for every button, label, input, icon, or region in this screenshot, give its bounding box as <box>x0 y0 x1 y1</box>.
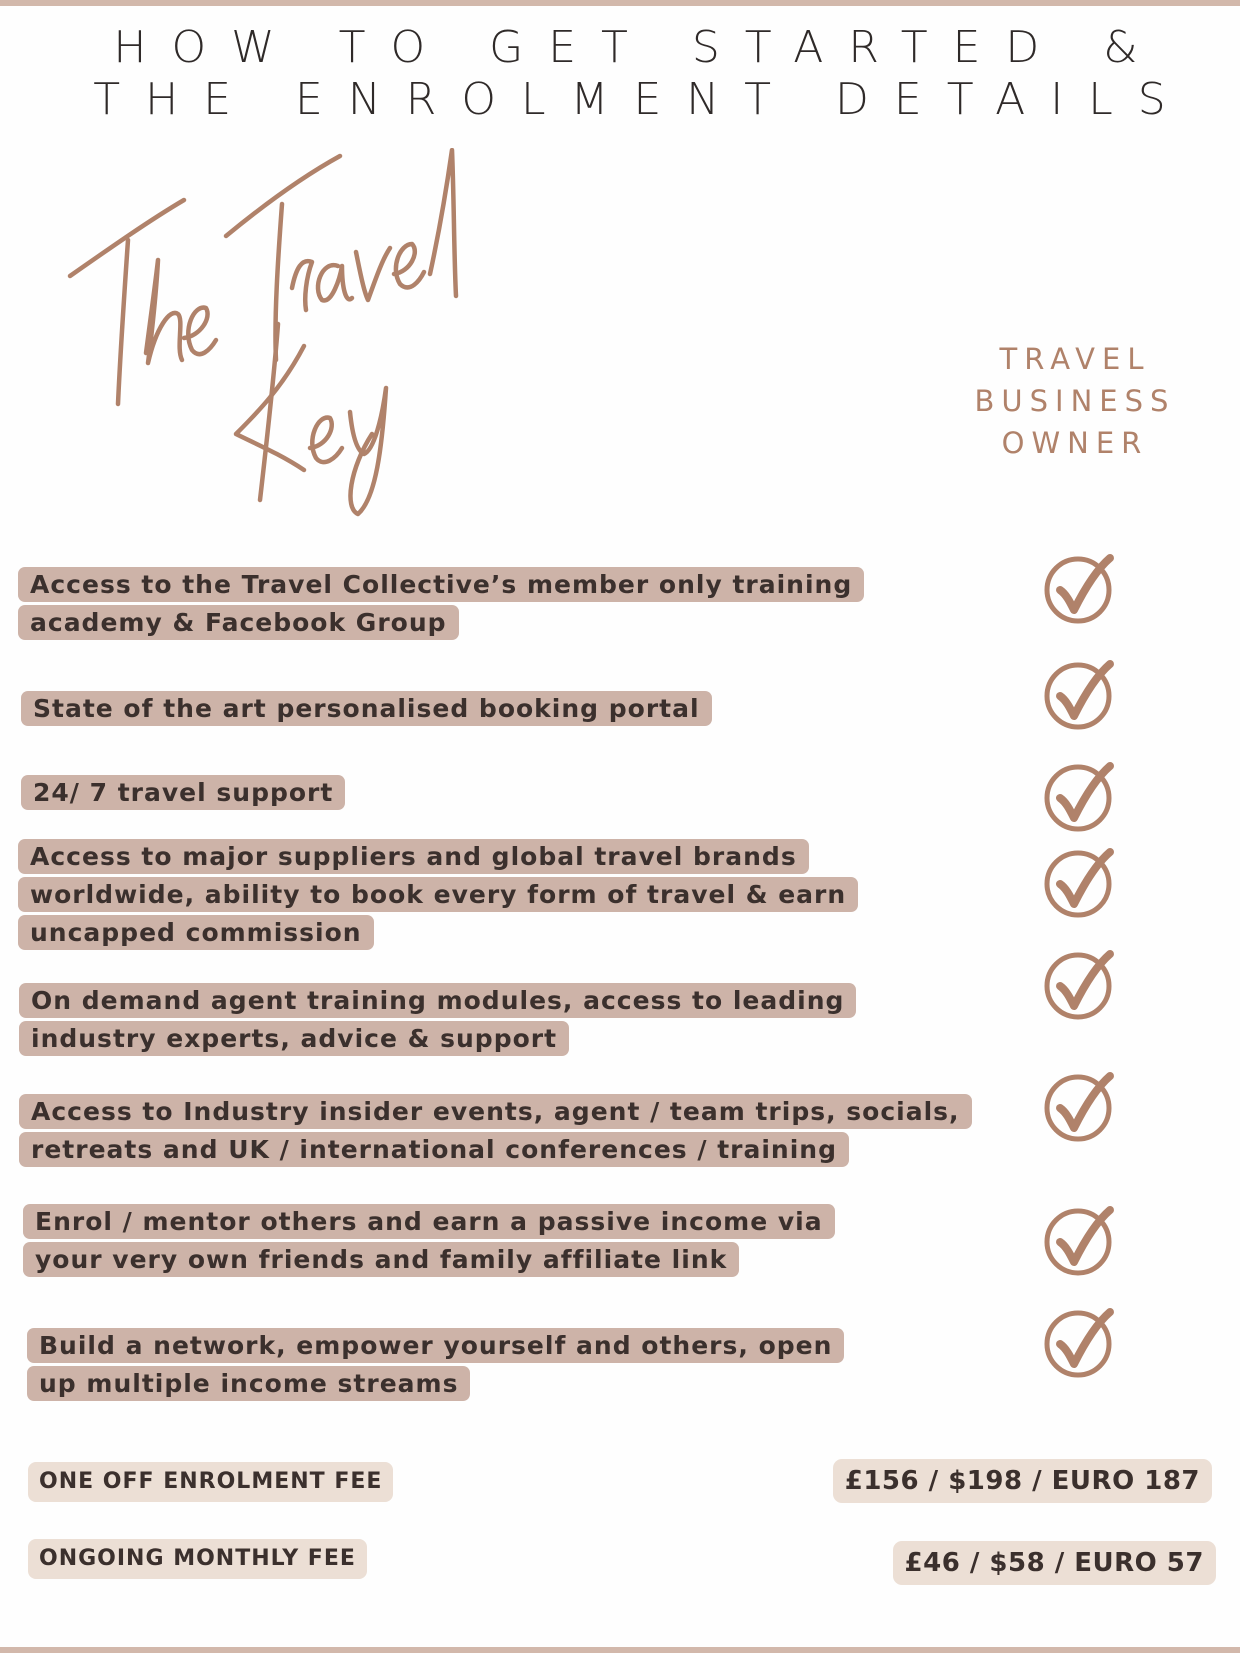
feature-item <box>27 1327 867 1403</box>
feature-item <box>21 774 345 812</box>
feature-text: Enrol / mentor others and earn a passive income via your very own friends and family affiliate link <box>23 1204 835 1277</box>
feature-text: Access to major suppliers and global travel brands worldwide, ability to book every form of travel & earn uncapped commission <box>18 839 858 950</box>
checkmark-icon <box>1044 658 1116 730</box>
checkmark-icon <box>1044 948 1116 1020</box>
enrolment-fee-label: ONE OFF ENROLMENT FEE <box>28 1462 393 1502</box>
feature-text: 24/ 7 travel support <box>21 775 345 810</box>
monthly-fee-price: £46 / $58 / EURO 57 <box>893 1541 1216 1585</box>
feature-item <box>23 1203 873 1279</box>
checkmark-icon <box>1044 1204 1116 1276</box>
enrolment-fee-price: £156 / $198 / EURO 187 <box>833 1459 1212 1503</box>
column-header-line-3: OWNER <box>1001 426 1149 460</box>
feature-item <box>19 1093 1009 1169</box>
feature-text: State of the art personalised booking portal <box>21 691 712 726</box>
page-title-line-1: HOW TO GET STARTED & <box>113 22 1163 73</box>
checkmark-icon <box>1044 1306 1116 1378</box>
feature-item <box>19 982 899 1058</box>
feature-text: Access to the Travel Collective’s member only training academy & Facebook Group <box>18 567 864 640</box>
page-title-line-2: THE ENROLMENT DETAILS <box>93 74 1191 125</box>
column-header-line-1: TRAVEL <box>999 342 1151 376</box>
feature-text: Access to Industry insider events, agent / team trips, socials, retreats and UK / international conferences / training <box>19 1094 972 1167</box>
feature-item <box>18 566 898 642</box>
feature-item <box>21 690 712 728</box>
monthly-fee-label: ONGOING MONTHLY FEE <box>28 1539 367 1579</box>
top-border-bar <box>0 0 1240 6</box>
feature-item <box>18 838 888 952</box>
checkmark-icon <box>1044 846 1116 918</box>
checkmark-icon <box>1044 552 1116 624</box>
feature-text: Build a network, empower yourself and others, open up multiple income streams <box>27 1328 844 1401</box>
checkmark-icon <box>1044 1070 1116 1142</box>
checkmark-icon <box>1044 760 1116 832</box>
bottom-border-bar <box>0 1647 1240 1653</box>
feature-text: On demand agent training modules, access to leading industry experts, advice & support <box>19 983 856 1056</box>
column-header-line-2: BUSINESS <box>974 384 1176 418</box>
the-travel-key-logo <box>60 148 490 548</box>
